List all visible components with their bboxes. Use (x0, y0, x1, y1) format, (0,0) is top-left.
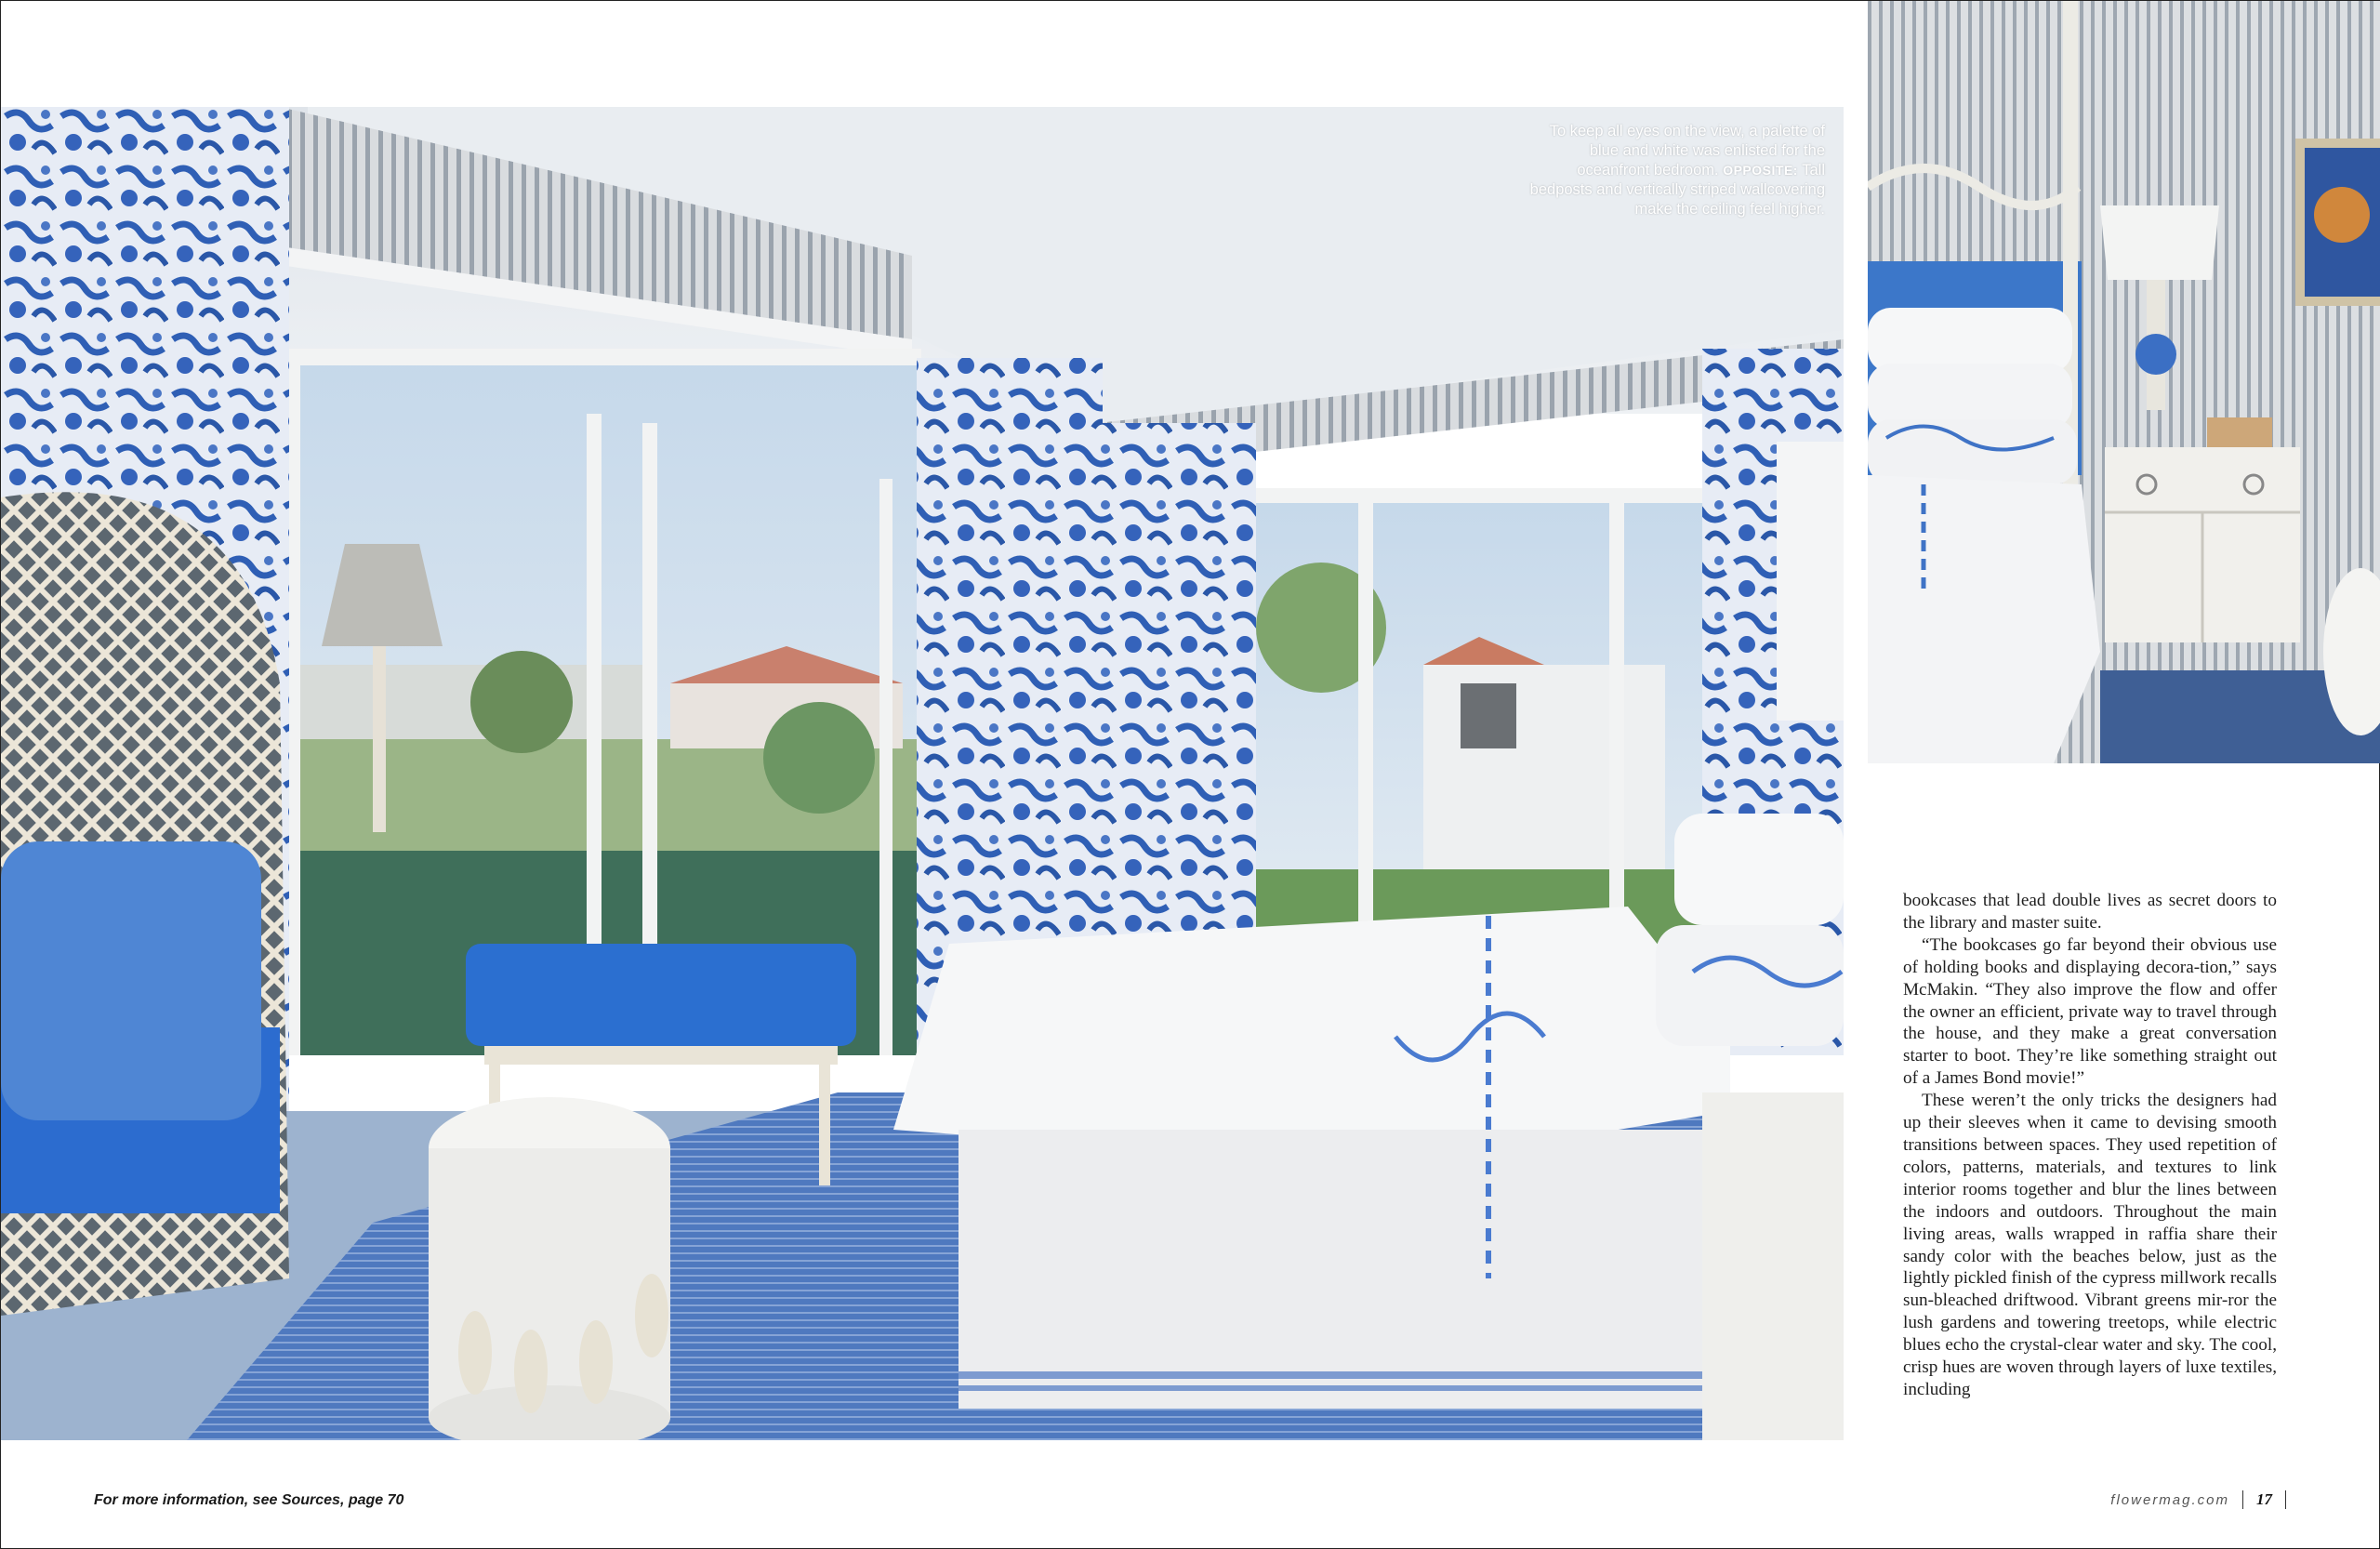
inset-bedroom-photo (1868, 1, 2380, 763)
website-url[interactable]: flowermag.com (2110, 1491, 2229, 1508)
folio-divider (2285, 1490, 2286, 1509)
folio (2110, 1490, 2286, 1509)
sources-note: For more information, see Sources, page 70 (94, 1492, 404, 1508)
folio-divider (2242, 1490, 2243, 1509)
page-number: 17 (2256, 1490, 2272, 1508)
caption-text-2: Tall bedposts and vertically striped wallcovering make the ceiling feel higher. (1529, 162, 1825, 218)
article-body (1903, 890, 2277, 1401)
caption-text-1: To keep all eyes on the view, a palette of blue and white was enlisted for the oceanfront bedroom. (1549, 123, 1825, 179)
main-bedroom-photo (1, 107, 1844, 1440)
caption-label: OPPOSITE: (1723, 163, 1798, 178)
photo-caption (1518, 122, 1825, 219)
article-paragraph: bookcases that lead double lives as secret doors to the library and master suite. (1903, 891, 2277, 933)
article-paragraph: “The bookcases go far beyond their obvious use of holding books and displaying decora-tion,” says McMakin. “They also improve the flow and offer the owner an efficient, private way to travel through the house, and they make a great conversation starter to boot. They’re like something straight out of a James Bond movie!” (1903, 934, 2277, 1089)
article-paragraph: These weren’t the only tricks the designers had up their sleeves when it came to devising smooth transitions between spaces. They used repetition of colors, patterns, materials, and textures to link interior rooms together and blur the lines between the indoors and outdoors. Throughout the main living areas, walls wrapped in raffia share their sandy color with the beaches below, just as the lightly pickled finish of the cypress millwork recalls sun-bleached driftwood. Vibrant greens mir-ror the lush gardens and towering treetops, while electric blues echo the crystal-clear water and sky. The cool, crisp hues are woven through layers of luxe textiles, including (1903, 1091, 2277, 1399)
